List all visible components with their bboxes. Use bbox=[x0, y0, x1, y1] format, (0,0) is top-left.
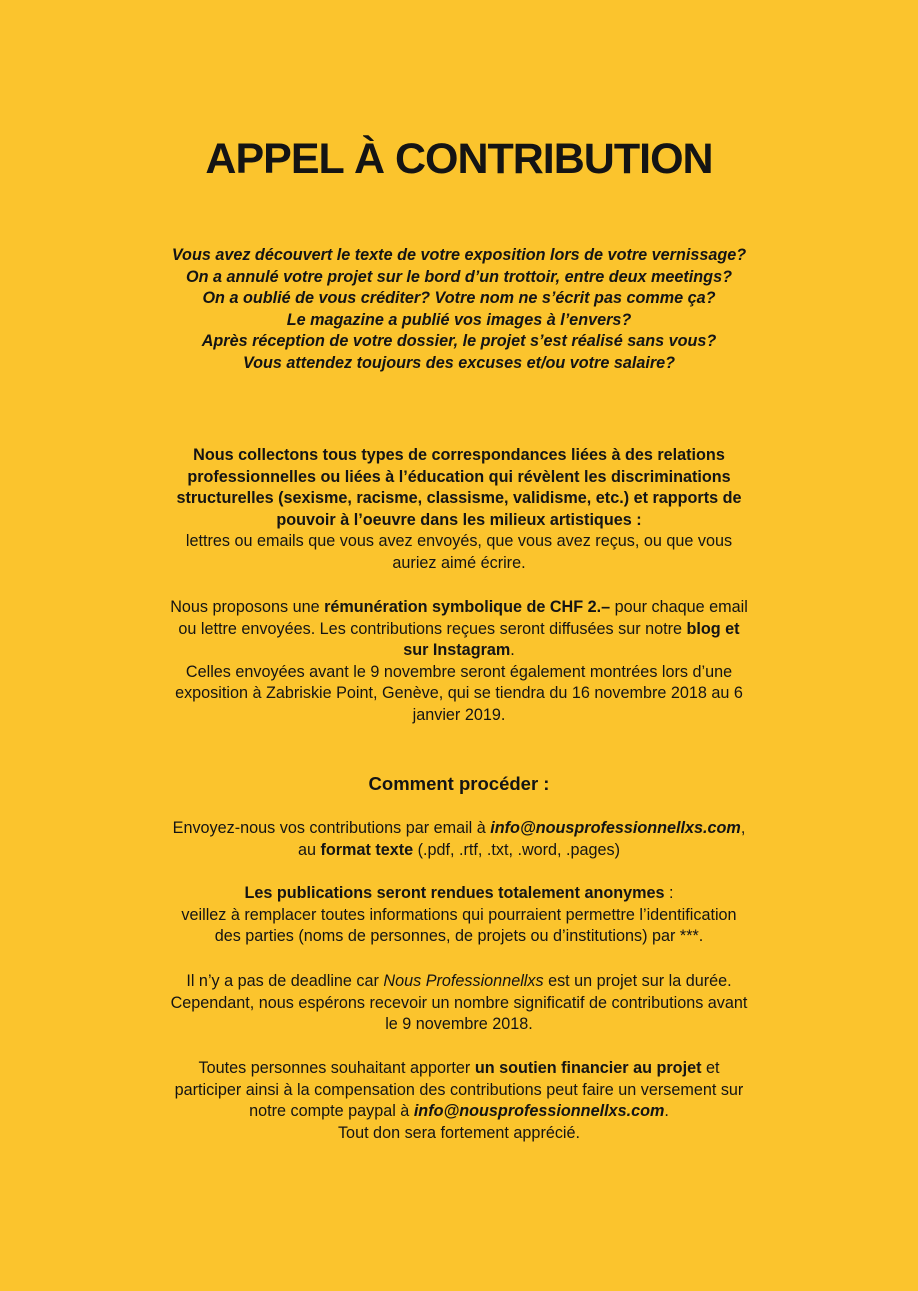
question-line: Vous attendez toujours des excuses et/ou votre salaire? bbox=[242, 353, 676, 372]
collect-bold-line: Nous collectons tous types de correspondances liées à des relations bbox=[193, 446, 725, 464]
paypal-email-link[interactable]: info@nousprofessionnellxs.com bbox=[413, 1102, 665, 1121]
howto-heading: Comment procéder : bbox=[368, 773, 550, 794]
anonymity-paragraph bbox=[110, 883, 808, 948]
howto-line: des parties (noms de personnes, de projets ou d’institutions) par ***. bbox=[214, 927, 704, 946]
collect-line: lettres ou emails que vous avez envoyés, que vous avez reçus, ou que vous bbox=[185, 532, 733, 551]
howto-line: veillez à remplacer toutes informations qui pourraient permettre l’identification bbox=[181, 905, 737, 924]
collect-line: auriez aimé écrire. bbox=[392, 553, 526, 572]
howto-line: Il n’y a pas de deadline car Nous Professionnellxs est un projet sur la durée. bbox=[186, 972, 732, 990]
email-link[interactable]: info@nousprofessionnellxs.com bbox=[490, 819, 741, 837]
exhibition-line: exposition à Zabriskie Point, Genève, qui se tiendra du 16 novembre 2018 au 6 bbox=[175, 684, 743, 703]
remuneration-paragraph bbox=[110, 597, 808, 727]
howto-line: Tout don sera fortement apprécié. bbox=[337, 1123, 581, 1142]
question-line: Après réception de votre dossier, le projet s’est réalisé sans vous? bbox=[201, 332, 717, 351]
collect-paragraph bbox=[110, 445, 808, 575]
howto-line: notre compte paypal à info@nousprofessionnellxs.com. bbox=[249, 1102, 669, 1121]
collect-bold-line: structurelles (sexisme, racisme, classisme, validisme, etc.) et rapports de bbox=[176, 489, 742, 508]
blog-mention: blog et bbox=[686, 619, 740, 638]
collect-bold-line: professionnelles ou liées à l’éducation qui révèlent les discriminations bbox=[187, 467, 731, 486]
exhibition-line: Celles envoyées avant le 9 novembre seront également montrées lors d’une bbox=[185, 662, 733, 681]
question-line: On a annulé votre projet sur le bord d’un trottoir, entre deux meetings? bbox=[186, 267, 732, 286]
support-paragraph bbox=[110, 1058, 808, 1144]
questions-block bbox=[110, 245, 808, 375]
howto-line: Envoyez-nous vos contributions par email à info@nousprofessionnellxs.com, bbox=[172, 819, 746, 837]
page-title: APPEL À CONTRIBUTION bbox=[205, 135, 713, 183]
remuneration-line: Nous proposons une rémunération symbolique de CHF 2.– pour chaque email bbox=[170, 598, 748, 616]
howto-email-paragraph bbox=[110, 818, 808, 861]
howto-line: le 9 novembre 2018. bbox=[385, 1015, 533, 1034]
howto-line: participer ainsi à la compensation des contributions peut faire un versement sur bbox=[174, 1080, 744, 1099]
exhibition-line: janvier 2019. bbox=[412, 705, 506, 724]
howto-line: Cependant, nous espérons recevoir un nombre significatif de contributions avant bbox=[170, 993, 748, 1012]
question-line: Le magazine a publié vos images à l’envers? bbox=[286, 310, 632, 329]
howto-line: Toutes personnes souhaitant apporter un soutien financier au projet et bbox=[198, 1059, 720, 1077]
anonymity-mention: Les publications seront rendues totalement anonymes bbox=[244, 884, 665, 902]
deadline-paragraph bbox=[110, 971, 808, 1036]
howto-line: au format texte (.pdf, .rtf, .txt, .word, .pages) bbox=[297, 840, 621, 859]
instagram-mention: sur Instagram bbox=[403, 641, 511, 660]
howto-line: Les publications seront rendues totalement anonymes : bbox=[244, 884, 674, 902]
format-mention: format texte bbox=[320, 840, 414, 859]
question-line: Vous avez découvert le texte de votre exposition lors de votre vernissage? bbox=[171, 246, 747, 264]
remuneration-line: sur Instagram. bbox=[403, 641, 515, 660]
project-name: Nous Professionnellxs bbox=[383, 972, 544, 990]
remuneration-line: ou lettre envoyées. Les contributions reçues seront diffusées sur notre blog et bbox=[178, 619, 740, 638]
question-line: On a oublié de vous créditer? Votre nom ne s’écrit pas comme ça? bbox=[202, 289, 716, 308]
support-mention: un soutien financier au projet bbox=[474, 1059, 702, 1077]
remuneration-amount: rémunération symbolique de CHF 2.– bbox=[324, 598, 611, 616]
collect-bold-line: pouvoir à l’oeuvre dans les milieux artistiques : bbox=[276, 510, 642, 529]
